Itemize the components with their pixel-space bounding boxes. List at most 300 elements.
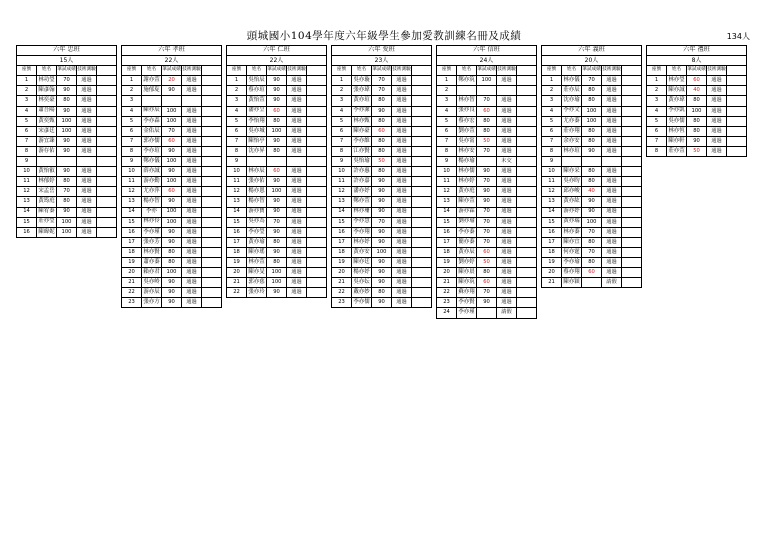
table-row	[647, 76, 747, 86]
row-blank-cell	[622, 177, 642, 187]
student-name: 游存佑	[37, 146, 57, 156]
student-name: 黃亦紘	[562, 197, 582, 207]
row-number: 6	[122, 126, 142, 136]
row-blank-cell	[412, 227, 432, 237]
student-name: 何亦霆	[562, 247, 582, 257]
row-blank-cell	[412, 177, 432, 187]
row-number: 12	[542, 187, 562, 197]
practical-result: 通過	[602, 268, 622, 278]
student-name: 沈亦昇	[247, 146, 267, 156]
column-header-written: 筆試成績	[582, 66, 602, 76]
row-blank-cell	[97, 207, 117, 217]
practical-result: 通過	[182, 146, 202, 156]
row-blank-cell	[307, 136, 327, 146]
table-row	[227, 76, 327, 86]
student-name: 鄭亦萱	[352, 197, 372, 207]
written-score: 50	[687, 146, 707, 156]
row-blank-cell	[622, 227, 642, 237]
written-score: 90	[267, 227, 287, 237]
written-score: 20	[162, 76, 182, 86]
student-name: 李亦文	[562, 106, 582, 116]
practical-result: 通過	[392, 278, 412, 288]
written-score: 80	[267, 237, 287, 247]
table-row	[542, 257, 642, 267]
table-row	[227, 288, 327, 298]
practical-result: 通過	[497, 257, 517, 267]
table-row	[332, 136, 432, 146]
row-blank-cell	[517, 136, 537, 146]
table-row	[437, 268, 537, 278]
table-row	[122, 237, 222, 247]
practical-result: 通過	[287, 106, 307, 116]
class-count: 24人	[437, 56, 537, 66]
row-number: 18	[437, 247, 457, 257]
row-number: 3	[227, 96, 247, 106]
practical-result: 通過	[287, 177, 307, 187]
written-score: 70	[477, 288, 497, 298]
written-score: 50	[372, 157, 392, 167]
table-row	[17, 126, 117, 136]
student-name: 林亦儀	[562, 76, 582, 86]
row-number: 10	[437, 167, 457, 177]
row-number: 18	[122, 247, 142, 257]
student-name: 林郁婷	[37, 177, 57, 187]
written-score: 80	[477, 116, 497, 126]
student-name: 黃亦瑄	[352, 96, 372, 106]
student-name: 黃亦瑜	[247, 237, 267, 247]
written-score: 90	[372, 207, 392, 217]
student-name: 林亦智	[457, 96, 477, 106]
table-row	[122, 197, 222, 207]
practical-result: 通過	[182, 207, 202, 217]
practical-result: 通過	[287, 76, 307, 86]
table-row	[332, 227, 432, 237]
practical-result: 通過	[182, 237, 202, 247]
table-row	[227, 146, 327, 156]
practical-result: 通過	[182, 86, 202, 96]
row-blank-cell	[517, 247, 537, 257]
row-blank-cell	[307, 106, 327, 116]
written-score: 60	[477, 247, 497, 257]
student-name: 楊亦妤	[352, 268, 372, 278]
column-header-written: 筆試成績	[267, 66, 287, 76]
row-blank-cell	[412, 268, 432, 278]
total-count: 134人	[726, 32, 750, 41]
row-blank-cell	[97, 177, 117, 187]
student-name: 吳亦岭	[142, 278, 162, 288]
written-score: 90	[477, 197, 497, 207]
row-number: 16	[542, 227, 562, 237]
practical-result: 通過	[392, 288, 412, 298]
table-row	[17, 177, 117, 187]
row-blank-cell	[202, 187, 222, 197]
written-score: 70	[162, 126, 182, 136]
column-header-row	[542, 66, 642, 76]
written-score: 70	[372, 86, 392, 96]
table-row	[332, 177, 432, 187]
written-score: 70	[477, 217, 497, 227]
class-name: 六年 愛班	[332, 46, 432, 56]
student-name: 沈亦瑜	[562, 96, 582, 106]
class-table	[121, 45, 222, 308]
student-name: 莊亦瑩	[37, 217, 57, 227]
column-header-no: 座號	[542, 66, 562, 76]
class-count: 15人	[17, 56, 117, 66]
row-number: 7	[542, 136, 562, 146]
table-row	[437, 177, 537, 187]
table-row	[227, 167, 327, 177]
column-header-practical: 技術測驗	[392, 66, 412, 76]
row-number: 5	[542, 116, 562, 126]
row-blank-cell	[727, 106, 747, 116]
practical-result: 通過	[287, 217, 307, 227]
student-name: 江亦賢	[352, 146, 372, 156]
student-name: 李亦	[142, 207, 162, 217]
row-blank-cell	[202, 278, 222, 288]
table-row	[122, 106, 222, 116]
row-number: 18	[542, 247, 562, 257]
written-score: 100	[57, 116, 77, 126]
written-score: 80	[687, 116, 707, 126]
row-blank-cell	[517, 298, 537, 308]
row-blank-cell	[517, 146, 537, 156]
table-row	[332, 257, 432, 267]
table-row	[437, 227, 537, 237]
written-score: 90	[162, 288, 182, 298]
student-name: 蔡亦宏	[457, 116, 477, 126]
row-blank-cell	[622, 96, 642, 106]
practical-result: 通過	[497, 237, 517, 247]
row-blank-cell	[307, 278, 327, 288]
row-blank-cell	[307, 76, 327, 86]
written-score: 90	[162, 167, 182, 177]
practical-result: 通過	[182, 136, 202, 146]
table-row	[227, 116, 327, 126]
practical-result: 通過	[287, 167, 307, 177]
student-name: 郭亦慈	[247, 278, 267, 288]
student-name: 莊亦翔	[562, 126, 582, 136]
practical-result: 通過	[287, 268, 307, 278]
table-row	[17, 96, 117, 106]
row-blank-cell	[622, 126, 642, 136]
table-row	[332, 187, 432, 197]
row-number: 9	[122, 157, 142, 167]
row-blank-cell	[307, 167, 327, 177]
written-score: 60	[582, 268, 602, 278]
written-score: 70	[477, 227, 497, 237]
student-name: 陳怡亭	[247, 136, 267, 146]
practical-result: 通過	[182, 167, 202, 177]
column-header-blank	[622, 66, 642, 76]
row-blank-cell	[517, 116, 537, 126]
student-name: 游亦辰	[142, 288, 162, 298]
written-score: 90	[477, 298, 497, 308]
student-name: 吳亦昀	[562, 177, 582, 187]
written-score: 80	[57, 197, 77, 207]
row-blank-cell	[412, 278, 432, 288]
row-blank-cell	[412, 217, 432, 227]
row-blank-cell	[202, 116, 222, 126]
practical-result: 通過	[497, 177, 517, 187]
table-row	[437, 116, 537, 126]
practical-result: 通過	[77, 76, 97, 86]
row-number: 2	[17, 86, 37, 96]
student-name: 吳亦甯	[457, 136, 477, 146]
row-number: 1	[122, 76, 142, 86]
table-row	[437, 308, 537, 318]
row-number: 1	[542, 76, 562, 86]
practical-result: 通過	[707, 86, 727, 96]
column-header-blank	[202, 66, 222, 76]
student-name: 吳亦為	[247, 217, 267, 227]
table-row	[437, 288, 537, 298]
written-score: 60	[687, 76, 707, 86]
practical-result: 通過	[182, 257, 202, 267]
practical-result: 通過	[497, 106, 517, 116]
written-score: 90	[372, 257, 392, 267]
written-score: 90	[372, 268, 392, 278]
row-number: 9	[227, 157, 247, 167]
student-name: 蘇亦翔	[457, 288, 477, 298]
student-name: 黃怡萱	[247, 96, 267, 106]
written-score: 70	[477, 96, 497, 106]
practical-result: 通過	[602, 96, 622, 106]
table-row	[17, 76, 117, 86]
class-name: 六年 仁班	[227, 46, 327, 56]
row-blank-cell	[622, 116, 642, 126]
table-row	[122, 177, 222, 187]
row-blank-cell	[97, 106, 117, 116]
row-number: 13	[542, 197, 562, 207]
row-blank-cell	[412, 197, 432, 207]
written-score: 80	[372, 136, 392, 146]
row-blank-cell	[517, 126, 537, 136]
row-blank-cell	[412, 298, 432, 308]
row-number: 9	[437, 157, 457, 167]
student-name: 吳亦儒	[667, 116, 687, 126]
written-score: 100	[162, 116, 182, 126]
table-row	[437, 96, 537, 106]
row-number: 2	[332, 86, 352, 96]
practical-result: 通過	[287, 96, 307, 106]
student-name: 黃亦瑋	[667, 96, 687, 106]
table-row	[332, 116, 432, 126]
practical-result: 通過	[497, 217, 517, 227]
table-row	[332, 207, 432, 217]
column-header-practical: 技術測驗	[707, 66, 727, 76]
row-blank-cell	[517, 177, 537, 187]
row-number: 13	[227, 197, 247, 207]
row-number: 13	[17, 197, 37, 207]
row-blank-cell	[412, 237, 432, 247]
practical-result: 通過	[602, 217, 622, 227]
practical-result: 通過	[497, 146, 517, 156]
student-name: 陳亦旻	[247, 268, 267, 278]
practical-result: 通過	[707, 136, 727, 146]
written-score: 80	[582, 126, 602, 136]
row-number: 4	[227, 106, 247, 116]
row-number: 6	[542, 126, 562, 136]
practical-result: 通過	[707, 76, 727, 86]
practical-result: 通過	[707, 116, 727, 126]
student-name: 蔡亦翔	[562, 268, 582, 278]
student-name: 楊亦恩	[247, 187, 267, 197]
row-number: 15	[332, 217, 352, 227]
written-score: 90	[267, 207, 287, 217]
practical-result: 通過	[602, 167, 622, 177]
practical-result: 通過	[182, 288, 202, 298]
table-row	[332, 217, 432, 227]
row-blank-cell	[307, 86, 327, 96]
column-header-blank	[97, 66, 117, 76]
row-number: 11	[122, 177, 142, 187]
row-number: 19	[122, 257, 142, 267]
row-number: 14	[542, 207, 562, 217]
practical-result: 通過	[77, 167, 97, 177]
student-name: 吳怡瑜	[352, 157, 372, 167]
student-name: 林亦蓁	[562, 227, 582, 237]
row-number: 14	[17, 207, 37, 217]
written-score: 80	[372, 167, 392, 177]
row-number: 21	[437, 278, 457, 288]
row-blank-cell	[202, 268, 222, 278]
practical-result: 通過	[77, 126, 97, 136]
column-header-practical: 技術測驗	[287, 66, 307, 76]
table-row	[227, 96, 327, 106]
written-score: 90	[582, 197, 602, 207]
row-number: 3	[122, 96, 142, 106]
row-number: 15	[122, 217, 142, 227]
written-score: 90	[372, 197, 392, 207]
written-score	[477, 308, 497, 318]
row-blank-cell	[622, 268, 642, 278]
practical-result: 通過	[392, 207, 412, 217]
table-row	[122, 217, 222, 227]
student-name: 潘亦妤	[352, 187, 372, 197]
row-number: 14	[122, 207, 142, 217]
row-blank-cell	[517, 268, 537, 278]
row-blank-cell	[727, 116, 747, 126]
row-number: 18	[332, 247, 352, 257]
student-name: 黃亦瑞	[562, 217, 582, 227]
practical-result: 通過	[392, 197, 412, 207]
written-score: 70	[477, 177, 497, 187]
row-blank-cell	[307, 96, 327, 106]
student-name: 陳亦廷	[352, 257, 372, 267]
written-score: 90	[477, 167, 497, 177]
student-name: 陳亦辰	[142, 106, 162, 116]
practical-result: 通過	[602, 76, 622, 86]
row-blank-cell	[517, 237, 537, 247]
student-name: 邱亦峻	[562, 187, 582, 197]
student-name: 李亦瑄	[142, 146, 162, 156]
column-header-practical: 技術測驗	[602, 66, 622, 76]
practical-result: 通過	[497, 288, 517, 298]
row-number: 13	[332, 197, 352, 207]
practical-result: 通過	[602, 257, 622, 267]
written-score: 100	[582, 116, 602, 126]
practical-result: 通過	[602, 116, 622, 126]
student-name: 林亦珊	[352, 207, 372, 217]
written-score: 70	[477, 207, 497, 217]
row-blank-cell	[307, 257, 327, 267]
column-header-name: 姓名	[667, 66, 687, 76]
row-number: 6	[17, 126, 37, 136]
student-name: 林亦甄	[352, 116, 372, 126]
practical-result: 通過	[497, 96, 517, 106]
table-row	[122, 298, 222, 308]
practical-result: 通過	[602, 86, 622, 96]
column-header-no: 座號	[437, 66, 457, 76]
practical-result: 通過	[287, 257, 307, 267]
row-number: 15	[17, 217, 37, 227]
practical-result: 通過	[287, 187, 307, 197]
row-number: 10	[227, 167, 247, 177]
row-number: 11	[542, 177, 562, 187]
practical-result	[602, 157, 622, 167]
table-row	[542, 227, 642, 237]
table-row	[227, 106, 327, 116]
practical-result: 通過	[287, 247, 307, 257]
written-score: 60	[267, 167, 287, 177]
student-name: 林亦安	[457, 146, 477, 156]
written-score: 50	[477, 136, 497, 146]
practical-result: 通過	[602, 207, 622, 217]
practical-result: 請假	[602, 278, 622, 288]
table-row	[437, 278, 537, 288]
class-name: 六年 義班	[542, 46, 642, 56]
student-name: 尤亦蓁	[562, 116, 582, 126]
row-blank-cell	[412, 126, 432, 136]
written-score: 90	[582, 207, 602, 217]
table-row	[122, 126, 222, 136]
row-blank-cell	[517, 308, 537, 318]
row-number: 21	[332, 278, 352, 288]
written-score: 80	[372, 288, 392, 298]
row-number: 12	[332, 187, 352, 197]
student-name: 吳亦城	[247, 126, 267, 136]
table-row	[332, 146, 432, 156]
practical-result: 通過	[392, 146, 412, 156]
row-number: 15	[227, 217, 247, 227]
written-score: 80	[372, 96, 392, 106]
written-score: 60	[162, 187, 182, 197]
student-name: 林奕豪	[37, 96, 57, 106]
row-blank-cell	[307, 247, 327, 257]
practical-result: 通過	[392, 227, 412, 237]
table-row	[437, 187, 537, 197]
row-number: 4	[542, 106, 562, 116]
practical-result: 通過	[77, 207, 97, 217]
student-name: 陳亦筑	[457, 278, 477, 288]
column-header-row	[122, 66, 222, 76]
row-blank-cell	[202, 126, 222, 136]
written-score: 80	[582, 167, 602, 177]
table-row	[122, 76, 222, 86]
column-header-name: 姓名	[457, 66, 477, 76]
row-number: 19	[437, 257, 457, 267]
row-number: 21	[122, 278, 142, 288]
table-row	[122, 288, 222, 298]
table-row	[437, 76, 537, 86]
written-score: 70	[57, 76, 77, 86]
row-number: 6	[227, 126, 247, 136]
column-header-row	[437, 66, 537, 76]
student-name: 尤亦萍	[142, 187, 162, 197]
practical-result: 通過	[497, 116, 517, 126]
row-blank-cell	[517, 217, 537, 227]
row-blank-cell	[202, 217, 222, 227]
